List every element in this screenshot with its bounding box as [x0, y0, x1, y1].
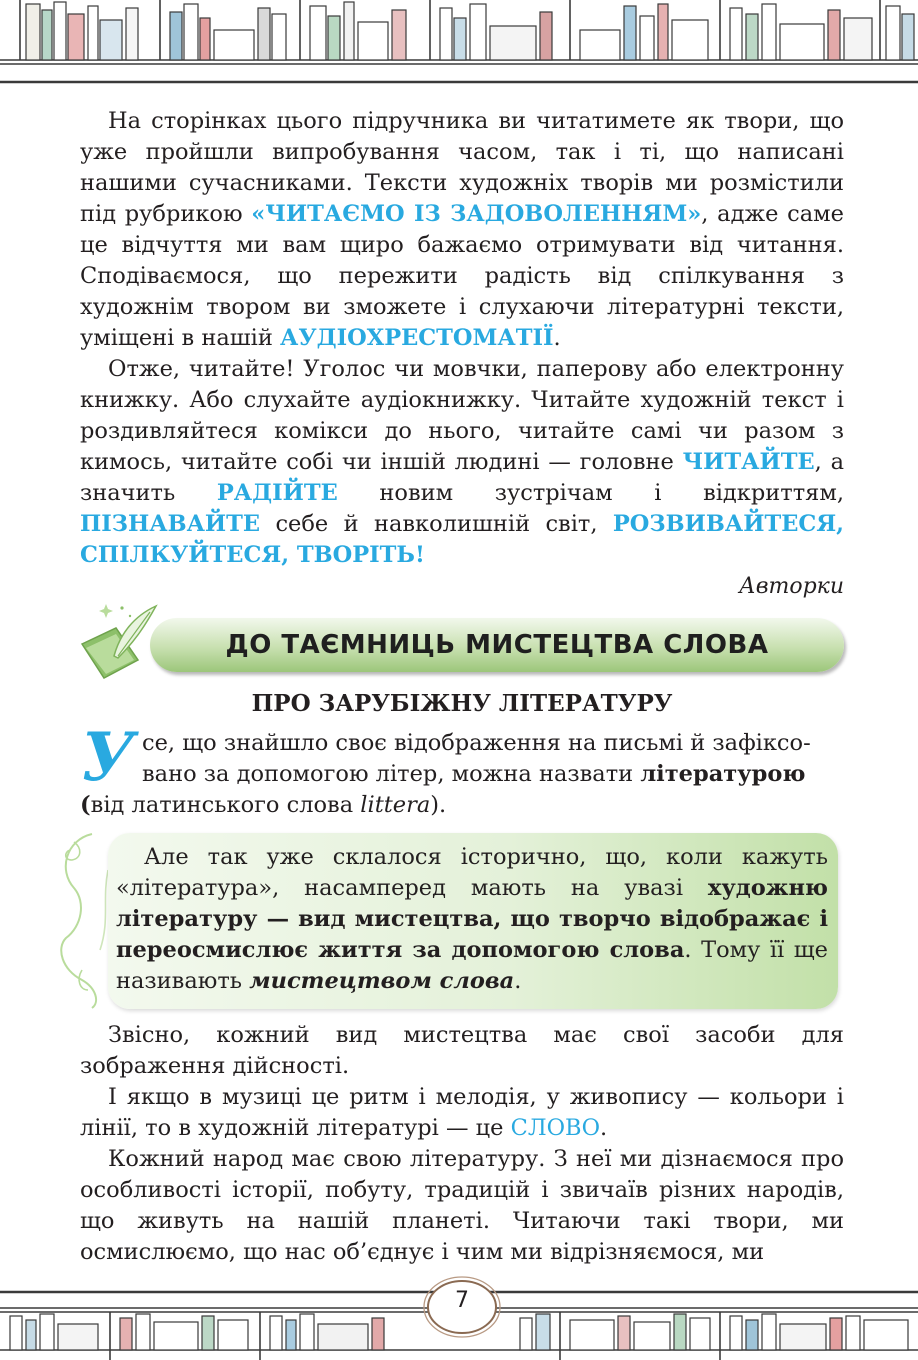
closing-paragraph-2 — [80, 1082, 844, 1144]
text-run: від латинського слова — [90, 792, 361, 818]
text-run: вано за допомогою літер, можна назвати — [142, 761, 641, 787]
text-run: Але так уже склалося історично, що, коли кажуть «література», насамперед мають на увазі — [116, 844, 828, 901]
highlight-box-text — [116, 842, 828, 997]
text-run: новим зустрічам і відкриттям, — [337, 480, 844, 506]
text-run: . — [600, 1115, 608, 1141]
definition-paragraph — [80, 718, 844, 821]
definition-line-1: се, що знайшло своє відображення на письмі й зафіксо- — [142, 730, 811, 756]
discover-highlight: ПІЗНАВАЙТЕ — [80, 511, 261, 537]
text-run: Отже, читайте! Уголос чи мовчки, паперову або електронну книжку. Або слухайте аудіокнижку. Читайте художній текст і роздивляйтеся комікси до нього, читайте самі чи разом з кимось, читайте собі чи іншій людині — головне — [80, 356, 844, 475]
text-run: . — [553, 325, 561, 351]
audio-anthology-highlight: АУДІОХРЕСТОМАТІЇ — [280, 325, 554, 351]
section-banner — [150, 618, 844, 672]
text-run: На сторінках цього підручника ви читатимете як твори, що уже пройшли випробування часом, так і ті, що написані нашими сучасниками. Тексти художніх творів ми розмістили під рубрикою — [80, 108, 844, 227]
text-run: І якщо в музиці це ритм і мелодія, у живопису — кольори і лінії, то в художній літературі — це — [80, 1084, 844, 1141]
rubric-highlight: «ЧИТАЄМО ІЗ ЗАДОВОЛЕННЯМ» — [251, 201, 702, 227]
term-literature: літературою — [640, 761, 806, 787]
definition-line-3 — [80, 790, 844, 821]
intro-section — [80, 106, 844, 571]
definition-line-2 — [80, 759, 844, 790]
intro-paragraph-1 — [80, 106, 844, 354]
text-run: , адже саме це відчуття ми вам щиро бажаємо отримувати від читання. Сподіваємося, що пережити радість від спілкування з художнім твором ви зможете і слухаючи літературні тексти, уміщені в нашій — [80, 201, 844, 351]
page-number: 7 — [455, 1288, 469, 1313]
art-of-word-term: мистецтвом слова — [249, 968, 515, 994]
closing-paragraph-1: Звісно, кожний вид мистецтва має свої засоби для зображення дійсності. — [80, 1022, 844, 1079]
banner-title: ДО ТАЄМНИЦЬ МИСТЕЦТВА СЛОВА — [225, 630, 769, 660]
text-run: ). — [430, 792, 447, 818]
text-run: , а значить — [80, 449, 845, 506]
latin-word: littera — [360, 792, 431, 818]
text-run: себе й навколишній світ, — [260, 511, 613, 537]
develop-highlight: РОЗВИВАЙТЕСЯ, СПІЛКУЙТЕСЯ, ТВОРІТЬ! — [80, 511, 844, 568]
section-title: ПРО ЗАРУБІЖНУ ЛІТЕРАТУРУ — [251, 690, 673, 717]
closing-paragraph-3: Кожний народ має свою літературу. З неї ми дізнаємося про особливості історії, побуту, традицій і звичаїв різних народів, що живуть на нашій планеті. Читаючи такі твори, ми осмислюємо, що нас об’єднує і чим ми відрізняємося, ми — [80, 1146, 844, 1265]
text-run: . — [514, 968, 522, 994]
read-highlight: ЧИТАЙТЕ — [682, 449, 815, 475]
text-run: . Тому її ще називають — [116, 937, 828, 994]
drop-cap-letter: У — [81, 718, 135, 796]
intro-paragraph-2 — [80, 354, 844, 571]
book-quill-icon — [76, 598, 164, 686]
word-highlight: СЛОВО — [510, 1115, 601, 1141]
closing-section — [80, 1020, 844, 1268]
bookshelf-header-illustration — [0, 0, 918, 84]
authors-signature: Авторки — [739, 574, 844, 599]
rejoice-highlight: РАДІЙТЕ — [216, 480, 338, 506]
text-run: ( — [80, 792, 91, 818]
fiction-definition: художню літературу — вид мистецтва, що творчо відображає і переосмислює життя за допомогою слова — [116, 875, 828, 963]
